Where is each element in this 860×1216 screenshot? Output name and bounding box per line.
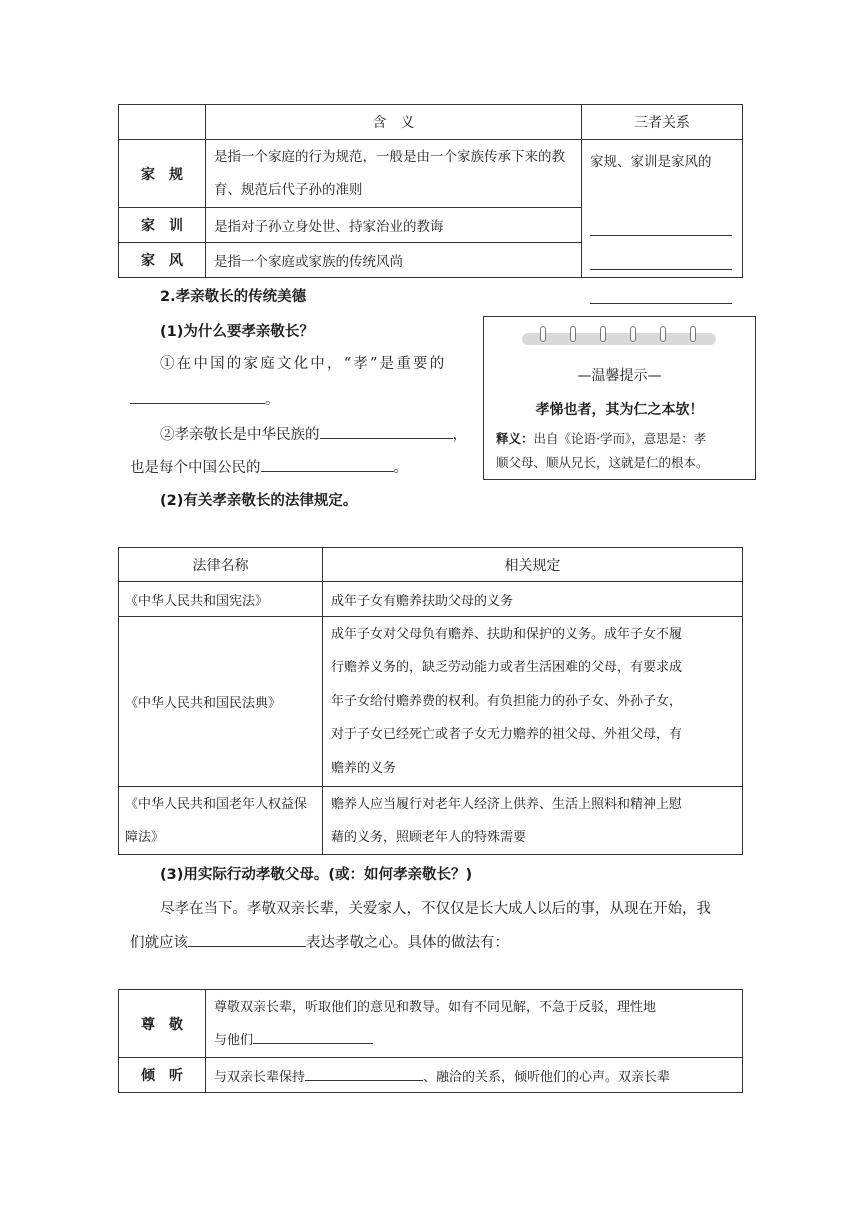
tip-text: 顺父母、顺从兄长，这就是仁的根本。 [496,455,709,470]
family-rules-table [118,104,743,278]
question-1: (1)为什么要孝亲敬长？ [160,324,314,340]
provision-line: 年子女给付赡养费的权利。有负担能力的孙子女、外孙子女， [331,693,683,709]
relation-cell [582,140,743,278]
provision-line: 赡养的义务 [331,760,397,776]
row-line-text: 、融洽的关系，倾听他们的心声。双亲长辈 [423,1069,671,1085]
answer-blank [320,424,453,439]
header-meaning: 含 义 [206,105,582,140]
tip-text: 出自《论语·学而》，意思是：孝 [533,431,707,446]
header-law-name: 法律名称 [119,548,323,582]
paragraph-text: 也是每个中国公民的 [130,460,261,476]
law-provision [323,787,743,855]
row-meaning: 是指对子孙立身处世、持家治业的教诲 [206,208,582,243]
paragraph [160,423,467,444]
tip-box [483,316,756,480]
header-provision: 相关规定 [323,548,743,582]
answer-blank [253,1029,373,1044]
paragraph-text: 表达孝敬之心。具体的做法有： [306,935,509,951]
row-name: 倾 听 [119,1058,206,1093]
row-name: 家 训 [119,208,206,243]
law-name: 《中华人民共和国民法典》 [119,617,323,787]
paragraph-text: 。 [265,392,280,408]
row-line: 尊敬双亲长辈，听取他们的意见和教导。如有不同见解，不急于反驳，理性地 [214,999,657,1015]
answer-blank [305,1066,423,1081]
section-title: 2.孝亲敬长的传统美德 [160,289,307,305]
paragraph [130,388,280,409]
row-line [214,1024,734,1057]
tip-title: —温馨提示— [577,368,662,384]
header-relation: 三者关系 [582,105,743,140]
answer-blank [130,389,265,404]
row-text [206,990,743,1058]
tip-quote: 孝悌也者，其为仁之本欤！ [535,402,704,418]
row-line-text: 与他们 [214,1032,254,1048]
law-name: 《中华人民共和国老年人权益保障法》 [119,787,323,855]
row-meaning: 是指一个家庭或家族的传统风尚 [206,243,582,278]
row-text [206,1058,743,1093]
provision-line: 赡养人应当履行对老年人经济上供养、生活上照料和精神上慰 [331,796,683,812]
paragraph [130,456,408,477]
paragraph-text: ， [452,427,467,443]
answer-blank [188,932,306,947]
provision-line: 行赡养义务的，缺乏劳动能力或者生活困难的父母，有要求成 [331,660,683,676]
provision-line: 成年子女对父母负有赡养、扶助和保护的义务。成年子女不履 [331,626,683,642]
law-name: 《中华人民共和国宪法》 [119,582,323,617]
law-provision [323,617,743,787]
paragraph [130,931,509,952]
row-name: 家 规 [119,140,206,208]
answer-blank [590,235,732,236]
row-line-text: 与双亲长辈保持 [214,1069,306,1085]
tip-label: 释义： [496,431,534,446]
law-provision: 成年子女有赡养扶助父母的义务 [323,582,743,617]
paragraph: 尽孝在当下。孝敬双亲长辈，关爱家人，不仅仅是长大成人以后的事，从现在开始，我 [160,901,711,917]
paragraph-text: 们就应该 [130,935,188,951]
paragraph-text: ②孝亲敬长是中华民族的 [160,427,320,443]
question-3: (3)用实际行动孝敬父母。(或：如何孝亲敬长？) [160,867,473,883]
provision-line: 对于子女已经死亡或者子女无力赡养的祖父母、外祖父母，有 [331,727,683,743]
paragraph [160,352,446,373]
relation-text: 家规、家训是家风的 [590,154,712,170]
row-name: 家 风 [119,243,206,278]
question-2: (2)有关孝亲敬长的法律规定。 [160,493,358,509]
tip-explanation [496,429,706,447]
row-name: 尊 敬 [119,990,206,1058]
paragraph-text: ①在中国的家庭文化中，“孝”是重要的 [160,356,447,372]
provision-line: 藉的义务，照顾老年人的特殊需要 [331,829,527,845]
answer-blank [261,457,394,472]
paragraph-text: 。 [393,460,408,476]
header-empty-cell [119,105,206,140]
law-table [118,547,743,855]
answer-blank [590,269,732,270]
practice-table [118,989,743,1093]
row-meaning: 是指一个家庭的行为规范，一般是由一个家族传承下来的教育、规范后代子孙的准则 [206,140,582,208]
notebook-rings [522,333,716,345]
answer-blank [590,303,732,304]
